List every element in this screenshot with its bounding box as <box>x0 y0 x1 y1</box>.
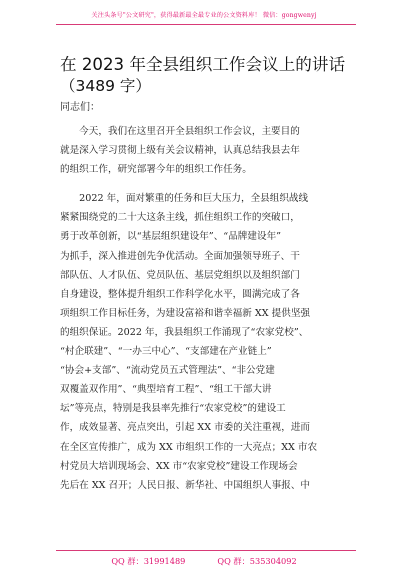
paragraph-1 <box>60 122 352 179</box>
text-line: 的组织保证。2022 年，我县组织工作涌现了“农家党校”、 <box>60 326 309 338</box>
text-line: “村企联建”、“一办三中心”、“支部建在产业链上” <box>60 346 272 358</box>
document-title: 在 2023 年全县组织工作会议上的讲话 <box>60 55 346 74</box>
document-subtitle: （3489 字） <box>60 77 151 95</box>
text-line: “协会+支部”、“流动党员五式管理法”、“非公党建 <box>60 365 275 377</box>
paragraph-gap <box>60 179 352 189</box>
text-line: 自身建设，整体提升组织工作科学化水平，圆满完成了各 <box>60 288 300 300</box>
text-line: 双覆盖双作用”、“典型培育工程”、“组工干部大讲 <box>60 384 272 396</box>
text-line: 就是深入学习贯彻上级有关会议精神，认真总结我县去年 <box>60 145 300 157</box>
text-line: 今天，我们在这里召开全县组织工作会议，主要目的 <box>60 126 300 137</box>
text-line: 村党员大培训现场会、XX 市“农家党校”建设工作现场会 <box>60 460 298 472</box>
text-line: 2022 年，面对繁重的任务和巨大压力，全县组织战线 <box>60 193 309 205</box>
text-line: 在全区宣传推广，成为 XX 市组织工作的一大亮点；XX 市农 <box>60 441 318 453</box>
text-line: 部队伍、人才队伍、党员队伍、基层党组织以及组织部门 <box>60 269 300 281</box>
document-body <box>60 122 352 495</box>
text-line: 为抓手，深入推进创先争优活动。全面加强领导班子、干 <box>60 250 300 262</box>
footer-qq-group-2: QQ 群：535304092 <box>217 556 297 566</box>
text-line: 作，成效显著、亮点突出，引起 XX 市委的关注重视，进而 <box>60 422 311 434</box>
header-banner: 关注头条号"公文研究"，获得最新最全最专业的公文资料库！ 微信：gongwenyj <box>91 12 317 19</box>
text-line: 紧紧围绕党的二十大这条主线，抓住组织工作的突破口， <box>60 212 300 224</box>
text-line: 的组织工作，研究部署今年的组织工作任务。 <box>60 164 252 176</box>
salutation: 同志们： <box>60 102 100 113</box>
text-line: 勇于改革创新，以“基层组织建设年”、“品牌建设年” <box>60 231 282 243</box>
text-line: 坛”等亮点，特别是我县率先推行“农家党校”的建设工 <box>60 403 286 415</box>
footer-qq-group-1: QQ 群：31991489 <box>111 556 186 566</box>
text-line: 项组织工作目标任务，为建设富裕和谐幸福新 XX 提供坚强 <box>60 307 311 319</box>
text-line: 先后在 XX 召开；人民日报、新华社、中国组织人事报、中 <box>60 479 311 491</box>
footer-divider <box>56 550 356 551</box>
paragraph-2 <box>60 189 352 495</box>
footer <box>0 556 408 567</box>
header-divider <box>56 24 356 25</box>
